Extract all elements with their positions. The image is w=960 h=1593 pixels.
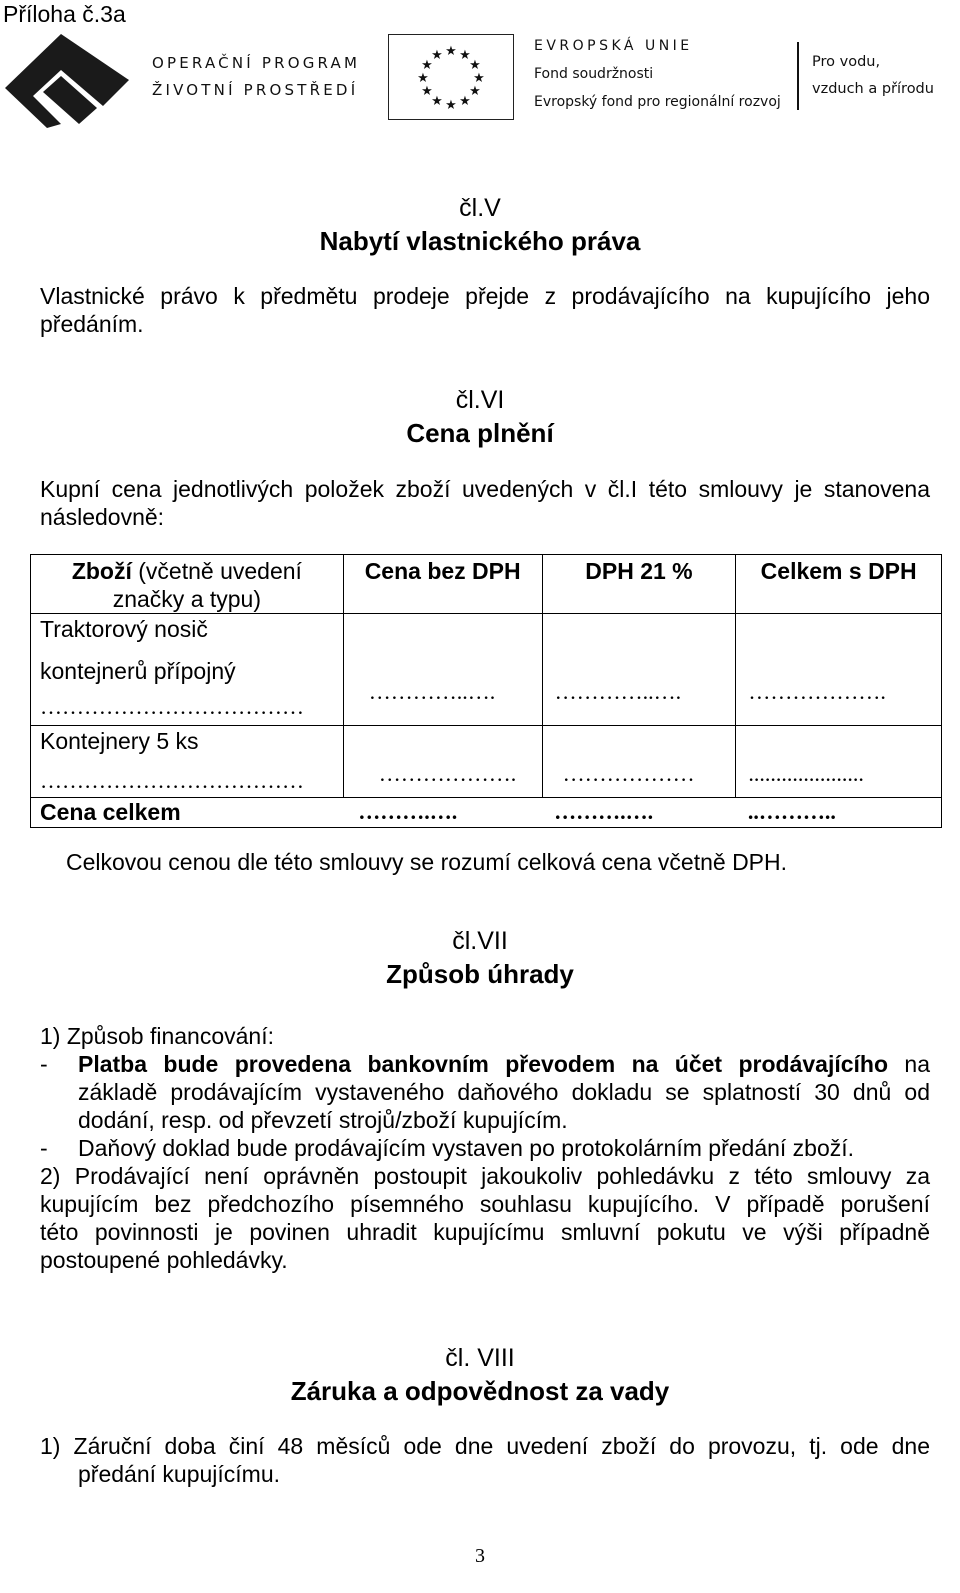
article-5-text-2: předáním.	[40, 311, 144, 337]
table-total-row	[31, 798, 942, 828]
article-7-number: čl.VII	[452, 927, 508, 955]
article-6-title: Cena plnění	[406, 418, 554, 448]
row1-goods: Traktorový nosič kontejnerů přípojný ………………………………	[31, 614, 344, 726]
svg-text:★: ★	[445, 44, 457, 59]
header-divider	[797, 42, 799, 110]
article-8-number: čl. VIII	[445, 1344, 515, 1372]
article-5-title: Nabytí vlastnického práva	[319, 226, 641, 256]
article-7-item-2-line1: 2) Prodávající není oprávněn postoupit jakoukoliv pohledávku z této smlouvy za	[40, 1163, 930, 1189]
article-6-text-2: následovně:	[40, 504, 165, 530]
header-goods: Zboží (včetně uvedení značky a typu)	[31, 555, 344, 614]
row2-total: .....................	[736, 726, 942, 798]
dash-2-bullet: -	[40, 1135, 48, 1161]
total-note: Celkovou cenou dle této smlouvy se rozumí celková cena včetně DPH.	[66, 849, 788, 875]
article-6-number: čl.VI	[455, 386, 505, 414]
eu-stars-icon	[389, 35, 513, 119]
svg-text:★: ★	[459, 94, 471, 109]
row2-price: ……………….	[343, 726, 542, 798]
article-7-title: Způsob úhrady	[386, 959, 574, 989]
svg-text:★: ★	[473, 71, 485, 86]
article-7-item-1: 1) Způsob financování:	[40, 1023, 274, 1049]
article-7-item-2-line2: kupujícím bez předchozího písemného souhlasu kupujícího. V případě porušení	[40, 1191, 930, 1217]
svg-text:★: ★	[469, 58, 481, 73]
op-line1: OPERAČNÍ PROGRAM	[152, 54, 361, 72]
page-number: 3	[475, 1545, 485, 1567]
header-total: Celkem s DPH	[736, 555, 942, 614]
svg-text:★: ★	[445, 98, 457, 113]
eu-fund-2: Evropský fond pro regionální rozvoj	[534, 94, 781, 110]
table-row	[31, 614, 942, 726]
table-header-row	[31, 555, 942, 614]
svg-text:★: ★	[431, 48, 443, 63]
article-7-dash-1-line1: Platba bude provedena bankovním převodem na účet prodávajícího na	[78, 1051, 930, 1077]
motto-line1: Pro vodu,	[812, 54, 881, 70]
eu-fund-1: Fond soudržnosti	[534, 66, 654, 82]
motto-line2: vzduch a přírodu	[812, 81, 934, 97]
article-8-item-1-line1: 1) Záruční doba činí 48 měsíců ode dne uvedení zboží do provozu, tj. ode dne	[40, 1433, 930, 1459]
svg-text:★: ★	[431, 94, 443, 109]
header-price: Cena bez DPH	[343, 555, 542, 614]
op-line2: ŽIVOTNÍ PROSTŘEDÍ	[152, 81, 359, 99]
attachment-label: Příloha č.3a	[3, 1, 126, 27]
article-7-item-2-line4: postoupené pohledávky.	[40, 1247, 288, 1273]
row1-total: ……………….	[736, 614, 942, 726]
article-7-item-2-line3: této povinnosti je povinen uhradit kupujícímu smluvní pokutu ve výši případně	[40, 1219, 930, 1245]
opzp-logo	[3, 28, 131, 128]
total-vat: ……….….	[542, 798, 736, 828]
row1-price: …………..….	[343, 614, 542, 726]
total-total: ..………..	[736, 798, 942, 828]
table-row	[31, 726, 942, 798]
svg-text:★: ★	[459, 48, 471, 63]
article-7-dash-1-line3: dodání, resp. od převzetí strojů/zboží kupujícím.	[78, 1107, 568, 1133]
svg-text:★: ★	[421, 58, 433, 73]
svg-text:★: ★	[421, 84, 433, 99]
svg-text:★: ★	[469, 84, 481, 99]
article-6-text-1: Kupní cena jednotlivých položek zboží uvedených v čl.I této smlouvy je stanovena	[40, 476, 930, 502]
dash-1-bullet: -	[40, 1051, 48, 1077]
svg-text:★: ★	[417, 71, 429, 86]
total-price: ……….….	[343, 798, 542, 828]
article-8-title: Záruka a odpovědnost za vady	[290, 1376, 670, 1406]
article-7-dash-1-line2: základě prodávajícím vystaveného daňového dokladu se splatností 30 dnů od	[78, 1079, 930, 1105]
row1-vat: …………..….	[542, 614, 736, 726]
article-8-item-1-line2: předání kupujícímu.	[78, 1461, 281, 1487]
article-5-text-1: Vlastnické právo k předmětu prodeje přejde z prodávajícího na kupujícího jeho	[40, 283, 930, 309]
eu-flag	[388, 34, 514, 120]
eu-title: EVROPSKÁ UNIE	[534, 38, 693, 54]
row2-vat: ………………	[542, 726, 736, 798]
price-table	[30, 554, 942, 828]
row2-goods: Kontejnery 5 ks ………………………………	[31, 726, 344, 798]
article-5-number: čl.V	[459, 194, 501, 222]
header-vat: DPH 21 %	[542, 555, 736, 614]
article-7-dash-2: Daňový doklad bude prodávajícím vystaven po protokolárním předání zboží.	[78, 1135, 855, 1161]
total-label: Cena celkem	[31, 798, 344, 828]
